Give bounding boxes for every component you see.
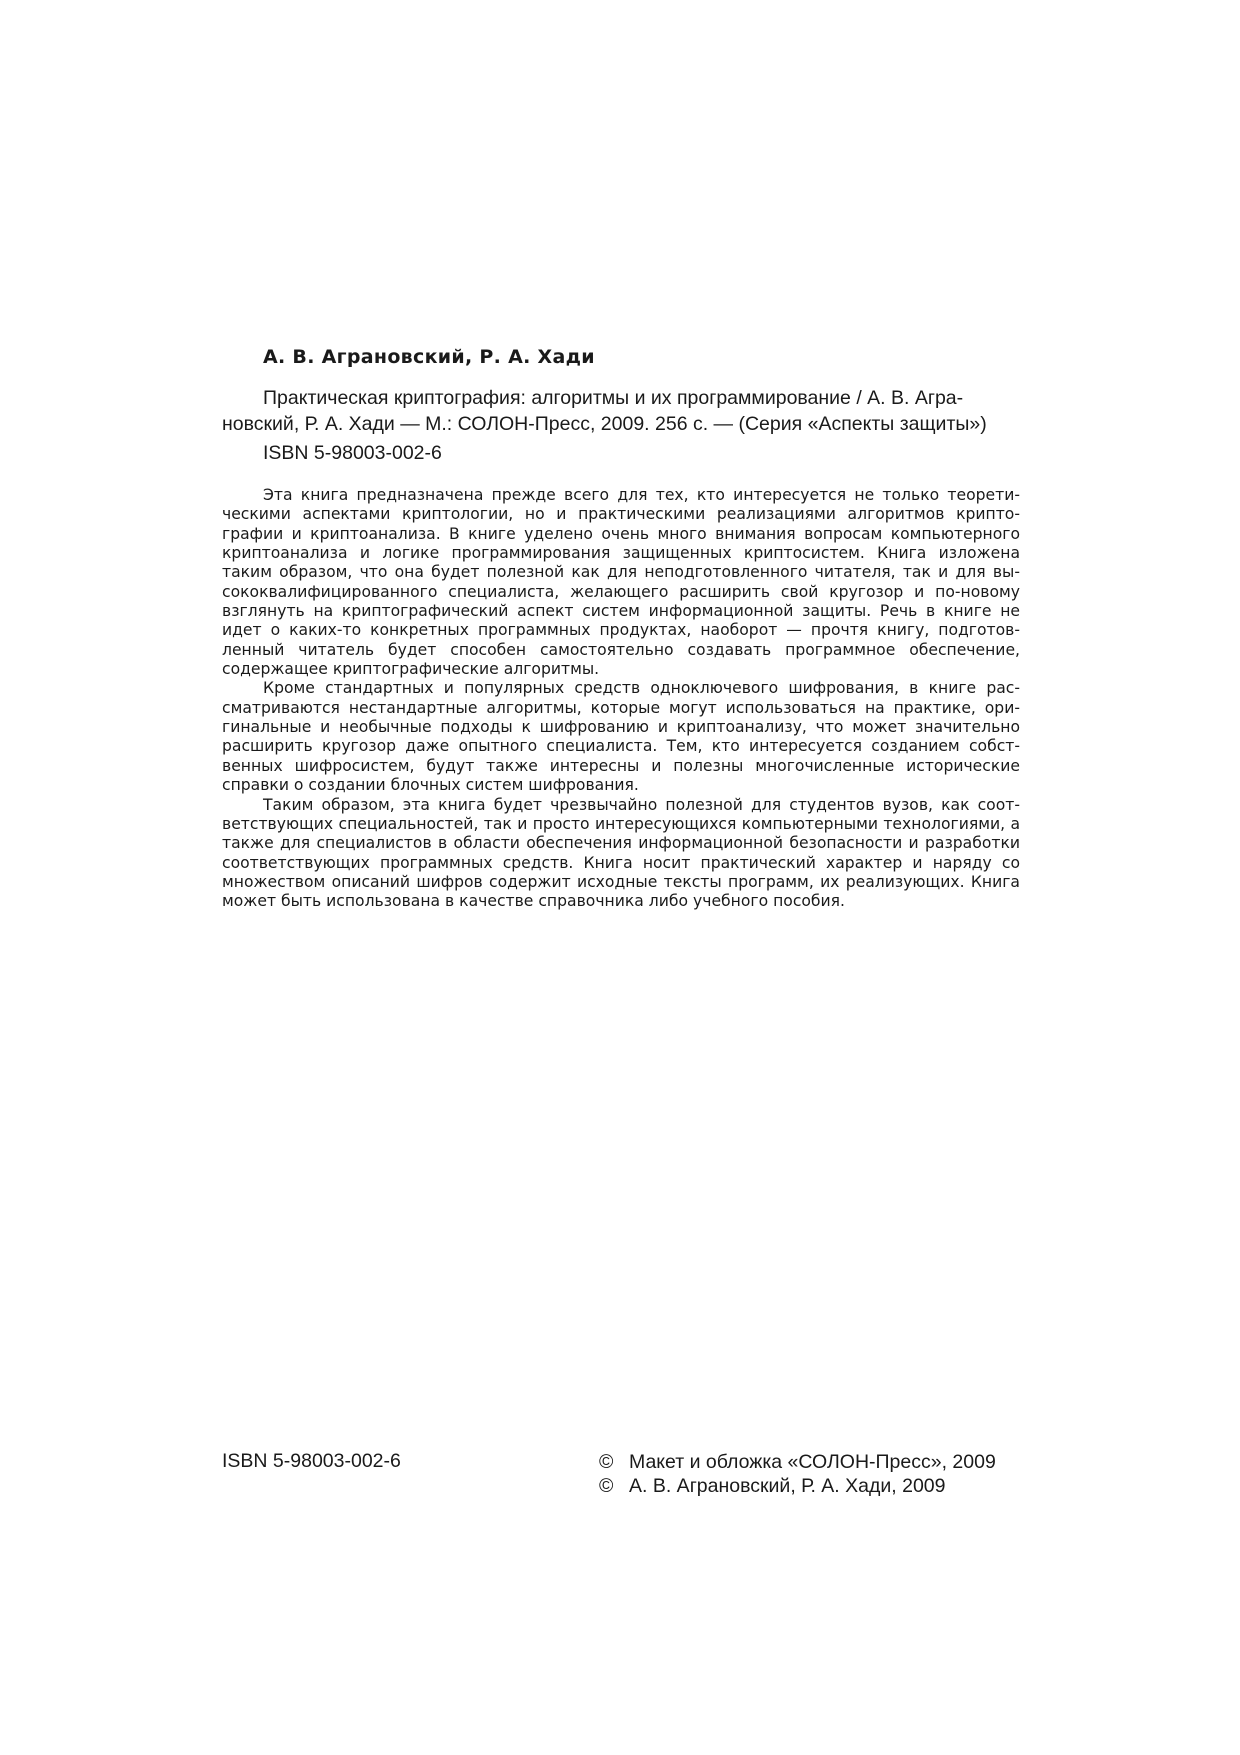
authors-heading: А. В. Аграновский, Р. А. Хади [263,346,595,368]
abstract-paragraph-1: Эта книга предназначена прежде всего для тех, кто интересуется не только теоретическими аспектами криптологии, но и практическими реализациями алгоритмов криптографии и криптоанализа. В книге уделено очень много внимания вопросам компьютерного криптоанализа и логике программирования защищенных криптосистем. Книга изложена таким образом, что она будет полезной как для неподготовленного читателя, так и для высококвалифицированного специалиста, желающего расширить свой кругозор и по-новому взглянуть на криптографический аспект систем информационной защиты. Речь в книге не идет о каких-то конкретных программных продуктах, наоборот — прочтя книгу, подготовленный читатель будет способен самостоятельно создавать программное обеспечение, содержащее криптографические алгоритмы. [222,486,1020,679]
citation-line-1: Практическая криптография: алгоритмы и их программирование / А. В. Агра- [263,387,964,409]
isbn-bottom: ISBN 5-98003-002-6 [222,1450,401,1472]
copyright-symbol: © [599,1475,614,1497]
abstract-paragraph-2: Кроме стандартных и популярных средств одноключевого шифрования, в книге рассматриваются нестандартные алгоритмы, которые могут использоваться на практике, оригинальные и необычные подходы к шифрованию и криптоанализу, что может значительно расширить кругозор даже опытного специалиста. Тем, кто интересуется созданием собственных шифросистем, будут также интересны и полезны многочисленные исторические справки о создании блочных систем шифрования. [222,679,1020,795]
copyright-publisher: Макет и обложка «СОЛОН-Пресс», 2009 [629,1451,996,1473]
copyright-line-authors [599,1474,996,1498]
abstract [222,486,1020,912]
copyright-block [599,1450,996,1498]
copyright-line-layout [599,1450,996,1474]
citation-line-2: новский, Р. А. Хади — М.: СОЛОН-Пресс, 2009. 256 с. — (Серия «Аспекты защиты») [222,413,987,435]
bibliographic-citation [222,385,1012,437]
isbn-top: ISBN 5-98003-002-6 [263,442,442,464]
copyright-symbol: © [599,1451,614,1473]
abstract-paragraph-3: Таким образом, эта книга будет чрезвычайно полезной для студентов вузов, как соответствующих специальностей, так и просто интересующихся компьютерными технологиями, а также для специалистов в области обеспечения информационной безопасности и разработки соответствующих программных средств. Книга носит практический характер и наряду со множеством описаний шифров содержит исходные тексты программ, их реализующих. Книга может быть использована в качестве справочника либо учебного пособия. [222,795,1020,911]
copyright-authors: А. В. Аграновский, Р. А. Хади, 2009 [629,1475,946,1497]
